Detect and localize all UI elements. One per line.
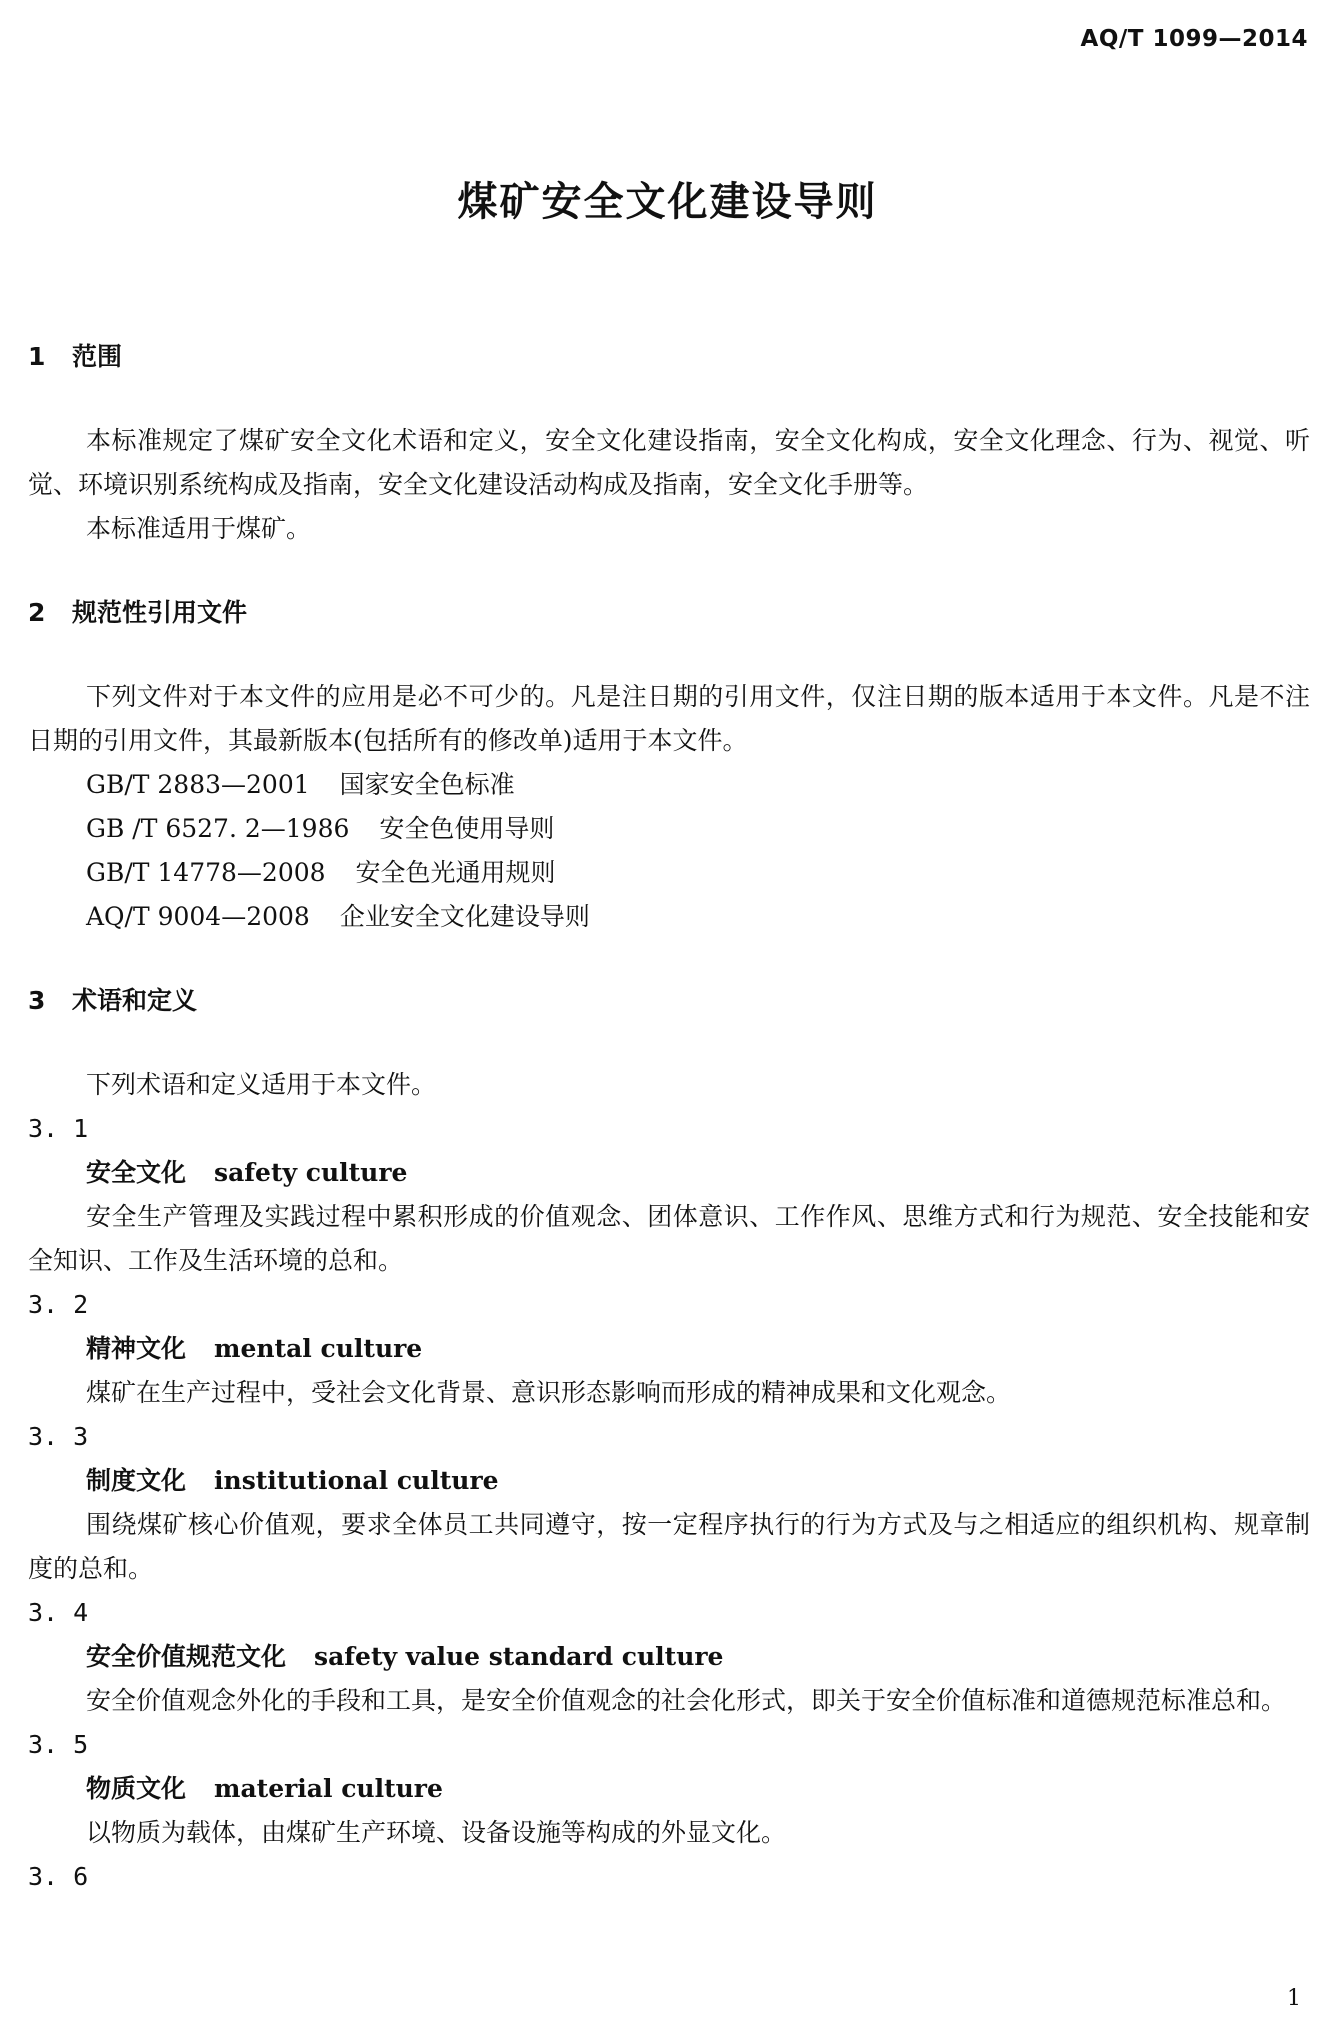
section-number: 2 (28, 598, 46, 627)
section-title: 规范性引用文件 (72, 598, 248, 627)
document-title: 煤矿安全文化建设导则 (457, 179, 878, 225)
section-heading-scope (28, 335, 1310, 379)
term-definition: 煤矿在生产过程中，受社会文化背景、意识形态影响而形成的精神成果和文化观念。 (86, 1378, 1012, 1407)
term-name-zh: 精神文化 (86, 1334, 187, 1363)
term-name (28, 1151, 1310, 1195)
section-number: 1 (28, 342, 46, 371)
term-number: 3. 2 (28, 1290, 89, 1319)
term-name-en: safety culture (214, 1158, 408, 1187)
term-name (28, 1635, 1310, 1679)
terms-intro: 下列术语和定义适用于本文件。 (86, 1070, 437, 1099)
term-definition: 安全价值观念外化的手段和工具，是安全价值观念的社会化形式，即关于安全价值标准和道德规范标准总和。 (86, 1686, 1287, 1715)
references-paragraph: 下列文件对于本文件的应用是必不可少的。凡是注日期的引用文件，仅注日期的版本适用于本文件。凡是不注日期的引用文件，其最新版本(包括所有的修改单)适用于本文件。 (28, 682, 1310, 755)
reference-name: 安全色光通用规则 (355, 858, 556, 887)
section-number: 3 (28, 986, 46, 1015)
term-name-en: safety value standard culture (314, 1642, 724, 1671)
document-body (28, 335, 1310, 1899)
term-definition: 安全生产管理及实践过程中累积形成的价值观念、团体意识、工作作风、思维方式和行为规范、安全技能和安全知识、工作及生活环境的总和。 (28, 1202, 1310, 1275)
scope-applicability: 本标准适用于煤矿。 (86, 514, 312, 543)
reference-item (28, 763, 1310, 807)
reference-item (28, 851, 1310, 895)
reference-name: 安全色使用导则 (379, 814, 555, 843)
term-name-en: material culture (214, 1774, 443, 1803)
term-name-zh: 安全价值规范文化 (86, 1642, 287, 1671)
reference-item (28, 807, 1310, 851)
term-number: 3. 3 (28, 1422, 89, 1451)
section-title: 范围 (72, 342, 123, 371)
page-number: 1 (1287, 1986, 1301, 2011)
scope-paragraph: 本标准规定了煤矿安全文化术语和定义，安全文化建设指南，安全文化构成，安全文化理念、行为、视觉、听觉、环境识别系统构成及指南，安全文化建设活动构成及指南，安全文化手册等。 (28, 426, 1310, 499)
section-heading-terms (28, 979, 1310, 1023)
term-name (28, 1459, 1310, 1503)
term-name-zh: 安全文化 (86, 1158, 187, 1187)
term-definition: 围绕煤矿核心价值观，要求全体员工共同遵守，按一定程序执行的行为方式及与之相适应的组织机构、规章制度的总和。 (28, 1510, 1310, 1583)
term-number: 3. 4 (28, 1598, 89, 1627)
reference-name: 企业安全文化建设导则 (339, 902, 590, 931)
standard-code: AQ/T 1099—2014 (1080, 26, 1308, 52)
term-number: 3. 6 (28, 1862, 89, 1891)
reference-code: AQ/T 9004—2008 (86, 902, 310, 931)
reference-code: GB/T 14778—2008 (86, 858, 326, 887)
reference-name: 国家安全色标准 (339, 770, 515, 799)
reference-item (28, 895, 1310, 939)
reference-code: GB/T 2883—2001 (86, 770, 310, 799)
term-name (28, 1327, 1310, 1371)
term-number: 3. 5 (28, 1730, 89, 1759)
term-number: 3. 1 (28, 1114, 89, 1143)
term-name-en: mental culture (214, 1334, 423, 1363)
term-name-zh: 制度文化 (86, 1466, 187, 1495)
term-name-en: institutional culture (214, 1466, 499, 1495)
section-title: 术语和定义 (72, 986, 198, 1015)
section-heading-references (28, 591, 1310, 635)
reference-code: GB /T 6527. 2—1986 (86, 814, 350, 843)
term-definition: 以物质为载体，由煤矿生产环境、设备设施等构成的外显文化。 (86, 1818, 787, 1847)
term-name-zh: 物质文化 (86, 1774, 187, 1803)
term-name (28, 1767, 1310, 1811)
